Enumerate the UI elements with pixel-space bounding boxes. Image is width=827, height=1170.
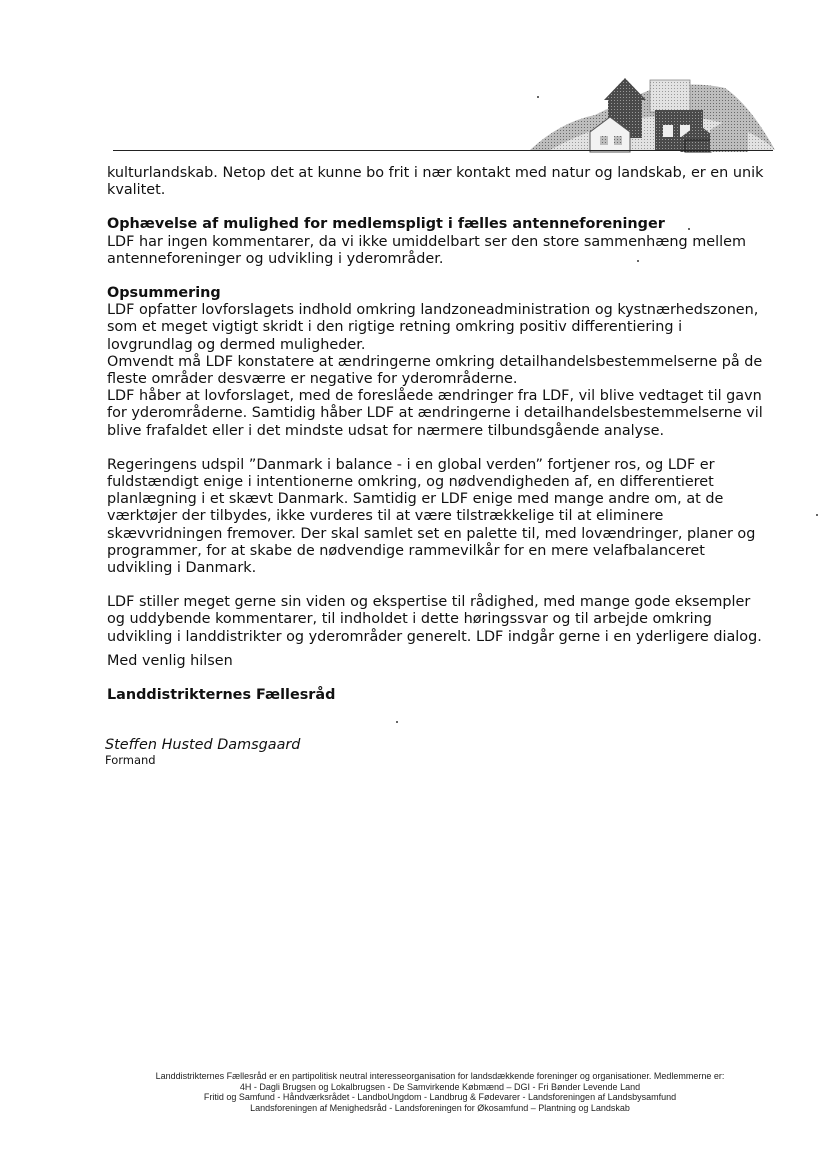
scan-speck (396, 721, 398, 723)
paragraph-text: Omvendt må LDF konstatere at ændringerne omkring detailhandelsbestemmelserne på de fleste områder desværre er negative for yderområderne. (107, 353, 763, 388)
paragraph-text: LDF opfatter lovforslagets indhold omkring landzoneadministration og kystnærhedszonen, som et meget vigtigt skridt i den rigtige retning omkring positiv differentiering i lovgrundlag og dermed muligheder. (107, 302, 759, 353)
signer-role: Formand (105, 753, 156, 767)
footer (80, 1071, 800, 1113)
paragraph-text: LDF har ingen kommentarer, da vi ikke umiddelbart ser den store sammenhæng mellem antenneforeninger og udvikling i yderområder. (107, 233, 746, 267)
organization-name: Landdistrikternes Fællesråd (107, 687, 336, 703)
scan-speck (816, 514, 818, 516)
scan-speck (688, 228, 690, 230)
scan-speck (537, 96, 539, 98)
paragraph-text: Regeringens udspil ”Danmark i balance - i en global verden” fortjener ros, og LDF er fuldstændigt enige i intentionerne omkring, og nødvendigheden af, en differentieret planlægning i et skævt Danmark. Samtidig er LDF enige med mange andre om, at de værktøjer der tilbydes, ikke vurderes til at være tilstrækkelige til at eliminere skævvridningen fremover. Der skal samlet set en palette til, med lovændringer, planer og programmer, for at skabe de nødvendige rammevilkår for en mere velafbalanceret udvikling i Danmark. (107, 456, 756, 577)
paragraph-text: LDF stiller meget gerne sin viden og ekspertise til rådighed, med mange gode eksempler og uddybende kommentarer, til indholdet i dette høringssvar og til arbejde omkring udvikling i landdistrikter og yderområder generelt. LDF indgår gerne i en yderligere dialog. (107, 594, 762, 645)
footer-line: Landdistrikternes Fællesråd er en partipolitisk neutral interesseorganisation for landsdækkende foreninger og organisationer. Medlemmerne er: (155, 1071, 725, 1081)
section-antenneforeninger (107, 216, 767, 268)
organization-logo-icon (530, 70, 775, 155)
header-rule (113, 150, 773, 151)
footer-line: 4H - Dagli Brugsen og Lokalbrugsen - De Samvirkende Købmænd – DGI - Fri Bønder Levende Land (239, 1081, 641, 1092)
paragraph-kulturlandskab (107, 165, 767, 199)
letter-body (107, 165, 767, 646)
footer-line: Fritid og Samfund - Håndværksrådet - LandboUngdom - Landbrug & Fødevarer - Landsforeningen af Landsbysamfund (203, 1092, 677, 1103)
section-heading: Opsummering (107, 285, 221, 302)
paragraph-text: LDF håber at lovforslaget, med de foreslåede ændringer fra LDF, vil blive vedtaget til gavn for yderområderne. Samtidig håber LDF at ændringerne i detailhandelsbestemmelserne vil blive frafaldet eller i det mindste udsat for nærmere tilbundsgående analyse. (107, 388, 763, 439)
paragraph-ldf-stiller (107, 594, 767, 646)
footer-line: Landsforeningen af Menighedsråd - Landsforeningen for Økosamfund – Plantning og Landskab (250, 1102, 630, 1113)
closing-greeting: Med venlig hilsen (107, 653, 233, 669)
section-opsummering (107, 285, 767, 440)
section-heading: Ophævelse af mulighed for medlemspligt i fælles antenneforeninger (107, 216, 665, 233)
scan-speck (637, 260, 639, 262)
signer-name: Steffen Husted Damsgaard (105, 737, 301, 753)
paragraph-text: kulturlandskab. Netop det at kunne bo frit i nær kontakt med natur og landskab, er en unik kvalitet. (107, 165, 764, 199)
paragraph-regeringens-udspil (107, 457, 767, 577)
